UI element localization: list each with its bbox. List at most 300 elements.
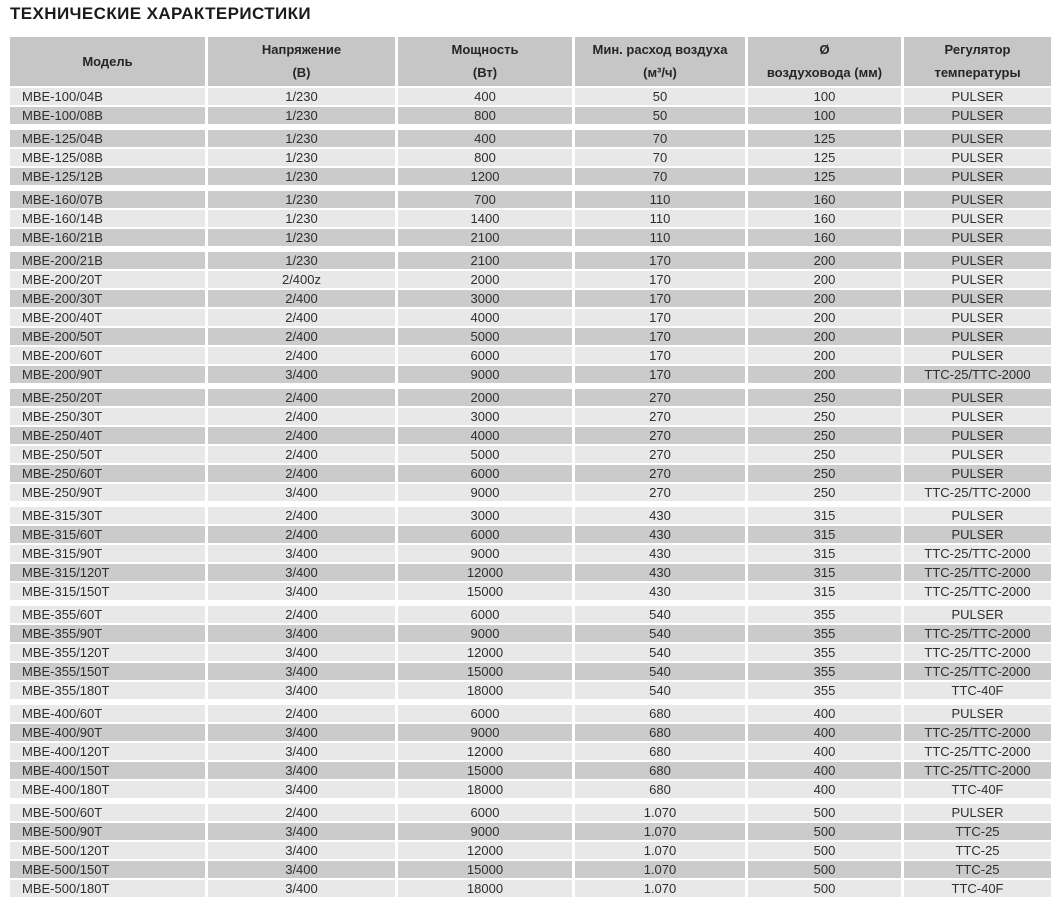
- model-cell: MBE-355/60T: [10, 606, 205, 623]
- model-group: [10, 606, 1051, 699]
- table-row: [10, 545, 1051, 562]
- voltage-cell: 3/400: [208, 682, 395, 699]
- voltage-cell: 1/230: [208, 107, 395, 124]
- table-row: [10, 290, 1051, 307]
- diameter-cell: 355: [748, 644, 901, 661]
- table-row: [10, 271, 1051, 288]
- voltage-cell: 1/230: [208, 191, 395, 208]
- airflow-cell: 430: [575, 583, 745, 600]
- column-header-diameter-text: Ø: [819, 42, 830, 58]
- diameter-cell: 250: [748, 427, 901, 444]
- model-cell: MBE-500/90T: [10, 823, 205, 840]
- voltage-cell: 3/400: [208, 625, 395, 642]
- power-cell: 3000: [398, 290, 572, 307]
- voltage-cell: 2/400: [208, 290, 395, 307]
- table-row: [10, 781, 1051, 798]
- voltage-cell: 3/400: [208, 823, 395, 840]
- table-row: [10, 366, 1051, 383]
- airflow-cell: 170: [575, 252, 745, 269]
- diameter-cell: 400: [748, 762, 901, 779]
- airflow-cell: 170: [575, 347, 745, 364]
- voltage-cell: 3/400: [208, 861, 395, 878]
- power-cell: 2000: [398, 389, 572, 406]
- diameter-cell: 100: [748, 107, 901, 124]
- power-cell: 400: [398, 130, 572, 147]
- airflow-cell: 1.070: [575, 823, 745, 840]
- diameter-cell: 400: [748, 724, 901, 741]
- column-header-airflow-text: (м³/ч): [643, 64, 677, 80]
- model-cell: MBE-160/21B: [10, 229, 205, 246]
- model-cell: MBE-500/150T: [10, 861, 205, 878]
- regulator-cell: PULSER: [904, 168, 1051, 185]
- power-cell: 6000: [398, 465, 572, 482]
- airflow-cell: 430: [575, 545, 745, 562]
- table-header-row: [10, 37, 1051, 86]
- diameter-cell: 500: [748, 823, 901, 840]
- power-cell: 12000: [398, 564, 572, 581]
- model-cell: MBE-160/07B: [10, 191, 205, 208]
- airflow-cell: 270: [575, 484, 745, 501]
- diameter-cell: 160: [748, 210, 901, 227]
- voltage-cell: 3/400: [208, 762, 395, 779]
- power-cell: 6000: [398, 347, 572, 364]
- power-cell: 9000: [398, 545, 572, 562]
- voltage-cell: 3/400: [208, 484, 395, 501]
- voltage-cell: 2/400: [208, 389, 395, 406]
- table-row: [10, 347, 1051, 364]
- table-row: [10, 88, 1051, 105]
- column-header-model-text: Модель: [82, 53, 133, 69]
- regulator-cell: PULSER: [904, 347, 1051, 364]
- diameter-cell: 355: [748, 682, 901, 699]
- airflow-cell: 270: [575, 465, 745, 482]
- regulator-cell: PULSER: [904, 252, 1051, 269]
- power-cell: 1400: [398, 210, 572, 227]
- table-row: [10, 804, 1051, 821]
- model-cell: MBE-355/120T: [10, 644, 205, 661]
- table-row: [10, 210, 1051, 227]
- table-row: [10, 880, 1051, 897]
- regulator-cell: TTC-25: [904, 842, 1051, 859]
- regulator-cell: PULSER: [904, 229, 1051, 246]
- power-cell: 18000: [398, 781, 572, 798]
- regulator-cell: PULSER: [904, 130, 1051, 147]
- voltage-cell: 2/400: [208, 328, 395, 345]
- voltage-cell: 1/230: [208, 168, 395, 185]
- model-cell: MBE-125/12B: [10, 168, 205, 185]
- regulator-cell: TTC-25/TTC-2000: [904, 564, 1051, 581]
- column-header-voltage: [208, 37, 395, 86]
- table-row: [10, 107, 1051, 124]
- regulator-cell: PULSER: [904, 705, 1051, 722]
- voltage-cell: 3/400: [208, 842, 395, 859]
- model-cell: MBE-315/120T: [10, 564, 205, 581]
- voltage-cell: 2/400: [208, 446, 395, 463]
- voltage-cell: 3/400: [208, 583, 395, 600]
- power-cell: 2000: [398, 271, 572, 288]
- table-row: [10, 724, 1051, 741]
- diameter-cell: 315: [748, 564, 901, 581]
- voltage-cell: 2/400: [208, 804, 395, 821]
- diameter-cell: 250: [748, 484, 901, 501]
- diameter-cell: 125: [748, 149, 901, 166]
- power-cell: 6000: [398, 705, 572, 722]
- airflow-cell: 110: [575, 229, 745, 246]
- diameter-cell: 250: [748, 446, 901, 463]
- airflow-cell: 170: [575, 366, 745, 383]
- model-cell: MBE-500/120T: [10, 842, 205, 859]
- power-cell: 9000: [398, 823, 572, 840]
- model-cell: MBE-250/60T: [10, 465, 205, 482]
- regulator-cell: PULSER: [904, 427, 1051, 444]
- airflow-cell: 70: [575, 130, 745, 147]
- airflow-cell: 270: [575, 446, 745, 463]
- model-cell: MBE-250/50T: [10, 446, 205, 463]
- airflow-cell: 680: [575, 705, 745, 722]
- diameter-cell: 200: [748, 290, 901, 307]
- power-cell: 9000: [398, 625, 572, 642]
- table-row: [10, 743, 1051, 760]
- airflow-cell: 430: [575, 507, 745, 524]
- table-row: [10, 168, 1051, 185]
- table-row: [10, 564, 1051, 581]
- airflow-cell: 170: [575, 309, 745, 326]
- model-cell: MBE-250/40T: [10, 427, 205, 444]
- regulator-cell: PULSER: [904, 309, 1051, 326]
- power-cell: 9000: [398, 366, 572, 383]
- regulator-cell: PULSER: [904, 408, 1051, 425]
- regulator-cell: TTC-25: [904, 823, 1051, 840]
- voltage-cell: 2/400: [208, 309, 395, 326]
- diameter-cell: 250: [748, 465, 901, 482]
- voltage-cell: 3/400: [208, 644, 395, 661]
- voltage-cell: 1/230: [208, 149, 395, 166]
- regulator-cell: PULSER: [904, 290, 1051, 307]
- voltage-cell: 3/400: [208, 781, 395, 798]
- model-cell: MBE-355/180T: [10, 682, 205, 699]
- model-group: [10, 507, 1051, 600]
- table-row: [10, 427, 1051, 444]
- airflow-cell: 270: [575, 427, 745, 444]
- table-row: [10, 191, 1051, 208]
- model-group: [10, 389, 1051, 501]
- diameter-cell: 200: [748, 347, 901, 364]
- diameter-cell: 125: [748, 130, 901, 147]
- airflow-cell: 1.070: [575, 861, 745, 878]
- model-cell: MBE-200/21B: [10, 252, 205, 269]
- power-cell: 2100: [398, 229, 572, 246]
- diameter-cell: 200: [748, 366, 901, 383]
- airflow-cell: 680: [575, 762, 745, 779]
- airflow-cell: 430: [575, 526, 745, 543]
- model-cell: MBE-200/40T: [10, 309, 205, 326]
- regulator-cell: TTC-25/TTC-2000: [904, 663, 1051, 680]
- regulator-cell: TTC-25/TTC-2000: [904, 724, 1051, 741]
- column-header-power-text: (Вт): [472, 64, 498, 80]
- regulator-cell: TTC-40F: [904, 880, 1051, 897]
- table-row: [10, 663, 1051, 680]
- airflow-cell: 540: [575, 644, 745, 661]
- power-cell: 4000: [398, 427, 572, 444]
- diameter-cell: 200: [748, 252, 901, 269]
- table-row: [10, 823, 1051, 840]
- model-cell: MBE-250/20T: [10, 389, 205, 406]
- model-cell: MBE-315/30T: [10, 507, 205, 524]
- table-row: [10, 507, 1051, 524]
- diameter-cell: 315: [748, 526, 901, 543]
- model-cell: MBE-500/180T: [10, 880, 205, 897]
- voltage-cell: 3/400: [208, 366, 395, 383]
- airflow-cell: 540: [575, 663, 745, 680]
- airflow-cell: 110: [575, 191, 745, 208]
- voltage-cell: 3/400: [208, 724, 395, 741]
- power-cell: 1200: [398, 168, 572, 185]
- regulator-cell: PULSER: [904, 804, 1051, 821]
- column-header-airflow: [575, 37, 745, 86]
- airflow-cell: 70: [575, 168, 745, 185]
- table-row: [10, 408, 1051, 425]
- voltage-cell: 2/400: [208, 705, 395, 722]
- airflow-cell: 540: [575, 682, 745, 699]
- airflow-cell: 1.070: [575, 804, 745, 821]
- regulator-cell: PULSER: [904, 328, 1051, 345]
- column-header-voltage-text: Напряжение: [261, 42, 342, 58]
- regulator-cell: TTC-40F: [904, 781, 1051, 798]
- airflow-cell: 680: [575, 724, 745, 741]
- power-cell: 18000: [398, 682, 572, 699]
- diameter-cell: 500: [748, 861, 901, 878]
- regulator-cell: TTC-25/TTC-2000: [904, 625, 1051, 642]
- table-row: [10, 762, 1051, 779]
- column-header-diameter: [748, 37, 901, 86]
- column-header-diameter-text: воздуховода (мм): [766, 64, 883, 80]
- column-header-regulator: [904, 37, 1051, 86]
- voltage-cell: 1/230: [208, 88, 395, 105]
- voltage-cell: 2/400: [208, 408, 395, 425]
- diameter-cell: 315: [748, 583, 901, 600]
- voltage-cell: 2/400: [208, 347, 395, 364]
- model-cell: MBE-400/180T: [10, 781, 205, 798]
- power-cell: 800: [398, 107, 572, 124]
- diameter-cell: 355: [748, 606, 901, 623]
- table-row: [10, 682, 1051, 699]
- power-cell: 12000: [398, 644, 572, 661]
- column-header-power: [398, 37, 572, 86]
- table-row: [10, 229, 1051, 246]
- power-cell: 12000: [398, 743, 572, 760]
- regulator-cell: PULSER: [904, 606, 1051, 623]
- column-header-power-text: Мощность: [451, 42, 519, 58]
- table-row: [10, 606, 1051, 623]
- model-group: [10, 88, 1051, 124]
- table-row: [10, 149, 1051, 166]
- table-row: [10, 644, 1051, 661]
- power-cell: 6000: [398, 606, 572, 623]
- power-cell: 15000: [398, 663, 572, 680]
- table-row: [10, 705, 1051, 722]
- power-cell: 15000: [398, 762, 572, 779]
- voltage-cell: 3/400: [208, 880, 395, 897]
- diameter-cell: 125: [748, 168, 901, 185]
- voltage-cell: 1/230: [208, 210, 395, 227]
- airflow-cell: 270: [575, 389, 745, 406]
- regulator-cell: TTC-25/TTC-2000: [904, 545, 1051, 562]
- model-cell: MBE-200/90T: [10, 366, 205, 383]
- voltage-cell: 1/230: [208, 252, 395, 269]
- table-row: [10, 389, 1051, 406]
- airflow-cell: 70: [575, 149, 745, 166]
- regulator-cell: TTC-25/TTC-2000: [904, 484, 1051, 501]
- column-header-airflow-text: Мин. расход воздуха: [592, 42, 728, 58]
- column-header-regulator-text: температуры: [934, 64, 1021, 80]
- diameter-cell: 200: [748, 328, 901, 345]
- airflow-cell: 110: [575, 210, 745, 227]
- diameter-cell: 315: [748, 507, 901, 524]
- diameter-cell: 100: [748, 88, 901, 105]
- model-cell: MBE-125/08B: [10, 149, 205, 166]
- regulator-cell: PULSER: [904, 107, 1051, 124]
- regulator-cell: TTC-25/TTC-2000: [904, 762, 1051, 779]
- regulator-cell: TTC-25/TTC-2000: [904, 743, 1051, 760]
- table-row: [10, 625, 1051, 642]
- regulator-cell: PULSER: [904, 526, 1051, 543]
- table-row: [10, 130, 1051, 147]
- model-group: [10, 252, 1051, 383]
- power-cell: 6000: [398, 804, 572, 821]
- airflow-cell: 430: [575, 564, 745, 581]
- power-cell: 12000: [398, 842, 572, 859]
- diameter-cell: 500: [748, 804, 901, 821]
- regulator-cell: TTC-25/TTC-2000: [904, 644, 1051, 661]
- table-row: [10, 583, 1051, 600]
- regulator-cell: PULSER: [904, 149, 1051, 166]
- model-cell: MBE-355/150T: [10, 663, 205, 680]
- model-cell: MBE-125/04B: [10, 130, 205, 147]
- model-cell: MBE-400/90T: [10, 724, 205, 741]
- power-cell: 2100: [398, 252, 572, 269]
- airflow-cell: 680: [575, 781, 745, 798]
- regulator-cell: PULSER: [904, 88, 1051, 105]
- diameter-cell: 355: [748, 663, 901, 680]
- regulator-cell: PULSER: [904, 271, 1051, 288]
- voltage-cell: 2/400: [208, 526, 395, 543]
- power-cell: 6000: [398, 526, 572, 543]
- power-cell: 5000: [398, 446, 572, 463]
- table-row: [10, 526, 1051, 543]
- technical-specs-table: [10, 37, 1051, 903]
- model-cell: MBE-400/60T: [10, 705, 205, 722]
- power-cell: 3000: [398, 408, 572, 425]
- regulator-cell: PULSER: [904, 389, 1051, 406]
- model-cell: MBE-355/90T: [10, 625, 205, 642]
- power-cell: 3000: [398, 507, 572, 524]
- table-row: [10, 484, 1051, 501]
- airflow-cell: 170: [575, 290, 745, 307]
- airflow-cell: 50: [575, 88, 745, 105]
- voltage-cell: 3/400: [208, 564, 395, 581]
- table-row: [10, 861, 1051, 878]
- airflow-cell: 1.070: [575, 842, 745, 859]
- voltage-cell: 2/400: [208, 606, 395, 623]
- power-cell: 18000: [398, 880, 572, 897]
- regulator-cell: TTC-25/TTC-2000: [904, 583, 1051, 600]
- regulator-cell: PULSER: [904, 465, 1051, 482]
- model-group: [10, 804, 1051, 897]
- regulator-cell: TTC-25/TTC-2000: [904, 366, 1051, 383]
- power-cell: 700: [398, 191, 572, 208]
- voltage-cell: 2/400: [208, 465, 395, 482]
- model-cell: MBE-100/08B: [10, 107, 205, 124]
- voltage-cell: 1/230: [208, 130, 395, 147]
- table-row: [10, 328, 1051, 345]
- airflow-cell: 50: [575, 107, 745, 124]
- table-body: [10, 88, 1051, 897]
- model-cell: MBE-400/120T: [10, 743, 205, 760]
- diameter-cell: 355: [748, 625, 901, 642]
- column-header-voltage-text: (В): [292, 64, 311, 80]
- regulator-cell: PULSER: [904, 446, 1051, 463]
- diameter-cell: 200: [748, 271, 901, 288]
- power-cell: 4000: [398, 309, 572, 326]
- diameter-cell: 400: [748, 743, 901, 760]
- voltage-cell: 3/400: [208, 743, 395, 760]
- power-cell: 15000: [398, 583, 572, 600]
- model-group: [10, 705, 1051, 798]
- airflow-cell: 1.070: [575, 880, 745, 897]
- voltage-cell: 3/400: [208, 545, 395, 562]
- model-cell: MBE-315/90T: [10, 545, 205, 562]
- table-row: [10, 309, 1051, 326]
- power-cell: 5000: [398, 328, 572, 345]
- table-row: [10, 842, 1051, 859]
- model-group: [10, 191, 1051, 246]
- airflow-cell: 540: [575, 625, 745, 642]
- power-cell: 400: [398, 88, 572, 105]
- voltage-cell: 2/400: [208, 507, 395, 524]
- airflow-cell: 540: [575, 606, 745, 623]
- diameter-cell: 400: [748, 705, 901, 722]
- diameter-cell: 160: [748, 191, 901, 208]
- model-cell: MBE-315/150T: [10, 583, 205, 600]
- model-cell: MBE-250/90T: [10, 484, 205, 501]
- diameter-cell: 500: [748, 842, 901, 859]
- model-cell: MBE-200/30T: [10, 290, 205, 307]
- page-title: ТЕХНИЧЕСКИЕ ХАРАКТЕРИСТИКИ: [10, 4, 312, 23]
- model-cell: MBE-400/150T: [10, 762, 205, 779]
- diameter-cell: 160: [748, 229, 901, 246]
- airflow-cell: 170: [575, 271, 745, 288]
- airflow-cell: 270: [575, 408, 745, 425]
- column-header-regulator-text: Регулятор: [944, 42, 1011, 58]
- regulator-cell: PULSER: [904, 210, 1051, 227]
- voltage-cell: 3/400: [208, 663, 395, 680]
- table-row: [10, 465, 1051, 482]
- power-cell: 800: [398, 149, 572, 166]
- voltage-cell: 1/230: [208, 229, 395, 246]
- column-header-model: [10, 37, 205, 86]
- diameter-cell: 250: [748, 389, 901, 406]
- diameter-cell: 200: [748, 309, 901, 326]
- regulator-cell: TTC-25: [904, 861, 1051, 878]
- regulator-cell: PULSER: [904, 191, 1051, 208]
- model-cell: MBE-500/60T: [10, 804, 205, 821]
- model-cell: MBE-200/60T: [10, 347, 205, 364]
- model-cell: MBE-160/14B: [10, 210, 205, 227]
- airflow-cell: 170: [575, 328, 745, 345]
- table-row: [10, 446, 1051, 463]
- model-group: [10, 130, 1051, 185]
- model-cell: MBE-200/20T: [10, 271, 205, 288]
